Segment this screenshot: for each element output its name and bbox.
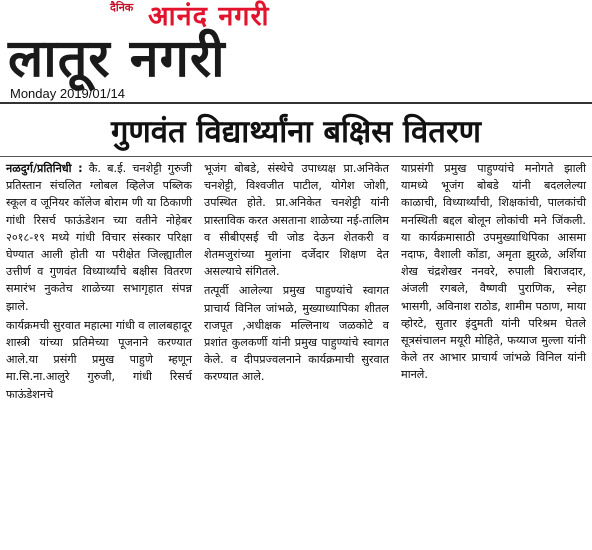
masthead-divider — [0, 102, 592, 104]
paragraph: कार्यक्रमची सुरवात महात्मा गांधी व लालबहादूर शास्त्री यांच्या प्रतिमेच्या पूजनाने करण्यात आले.या प्रसंगी प्रमुख पाहुणे म्हणून मा.सि.ना.आलुरे गुरुजी, गांधी रिसर्च फाऊंडेशनचे — [6, 318, 192, 401]
dateline: नळदुर्ग/प्रतिनिधी : — [6, 162, 83, 175]
brand-main: लातूर नगरी — [8, 29, 226, 89]
article-body — [0, 160, 592, 550]
paragraph — [6, 160, 192, 315]
brand-top: आनंद नगरी — [148, 1, 270, 32]
brand-small: दैनिक — [110, 1, 134, 14]
paragraph: तत्पूर्वी आलेल्या प्रमुख पाहुण्यांचे स्वागत प्राचार्य विनिल जांभळे, मुख्याध्यापिका शीतल राजपूत ,अधीक्षक मल्लिनाथ जळकोटे व प्रशांत कुलकर्णी यांनी प्रमुख पाहुण्यांचे स्वागत केले. व दीपप्रज्वलनाने कार्यक्रमाची सुरवात करण्यात आले. — [204, 284, 389, 384]
paragraph: याप्रसंगी प्रमुख पाहुण्यांचे मनोगते झाली यामध्ये भूजंग बोबडे यांनी बदललेल्या काळाची, विध्यार्थ्यांची, शिक्षकांची, पालकांची मनस्थिती बद्दल बोलून लोकांची मने जिंकली. या कार्यक्रमासाठी उपमुख्याधिपिका आसमा नदाफ, वैशाली कोंडा, अमृता झुरळे, अर्शिया शेख चंद्रशेखर ननवरे, रुपाली बिराजदार, अंजली रगबले, वैष्णवी पुराणिक, स्नेहा भासगी, अविनाश राठोड, शामीम पठाण, माया व्होरटे, सुतार इंदुमती यांनी परिश्रम घेतले सूत्रसंचालन मयूरी मोहिते, फय्याज मुल्ला यांनी केले तर आभार प्राचार्य जांभळे विनिल यांनी मानले. — [401, 162, 586, 382]
masthead — [0, 0, 592, 104]
headline-divider — [0, 156, 592, 157]
paragraph: भूजंग बोबडे, संस्थेचे उपाध्यक्ष प्रा.अनिकेत चनशेट्टी, विश्वजीत पाटील, योगेश जोशी, उपस्थित होते. प्रा.अनिकेत चनशेट्टी यांनी प्रास्ताविक करत असताना शाळेच्या नई-तालिम व सीबीएसई ची जोड देऊन शेतकरी व शेतमजुरांच्या मुलांना दर्जेदार शिक्षण देत असल्याचे संगितले. — [204, 162, 389, 279]
article-column-1 — [0, 160, 198, 550]
edition-date: Monday 2019/01/14 — [10, 86, 125, 101]
paragraph-text: कै. ब.ई. चनशेट्टी गुरुजी प्रतिस्तान संचलित ग्लोबल व्हिलेज पब्लिक स्कूल व जूनियर कॉलेज बोराम णी या ठिकाणी गांधी रिसर्च फाऊंडेशन च्या वतीने नोहेबर २०१८-१९ मध्ये गांधी विचार संस्कार परिक्षा घेण्यात आली होती या परीक्षेत जिल्ह्यातील उत्तीर्ण व गुणवंत विध्यार्थ्यांचे बक्षीस वितरण समारंभ नुकतेच शाळेच्या सभागृहात संपन्न झाले. — [6, 162, 192, 313]
headline: गुणवंत विद्यार्थ्यांना बक्षिस वितरण — [110, 114, 482, 150]
article-column-3 — [395, 160, 592, 550]
article-column-2 — [198, 160, 395, 550]
